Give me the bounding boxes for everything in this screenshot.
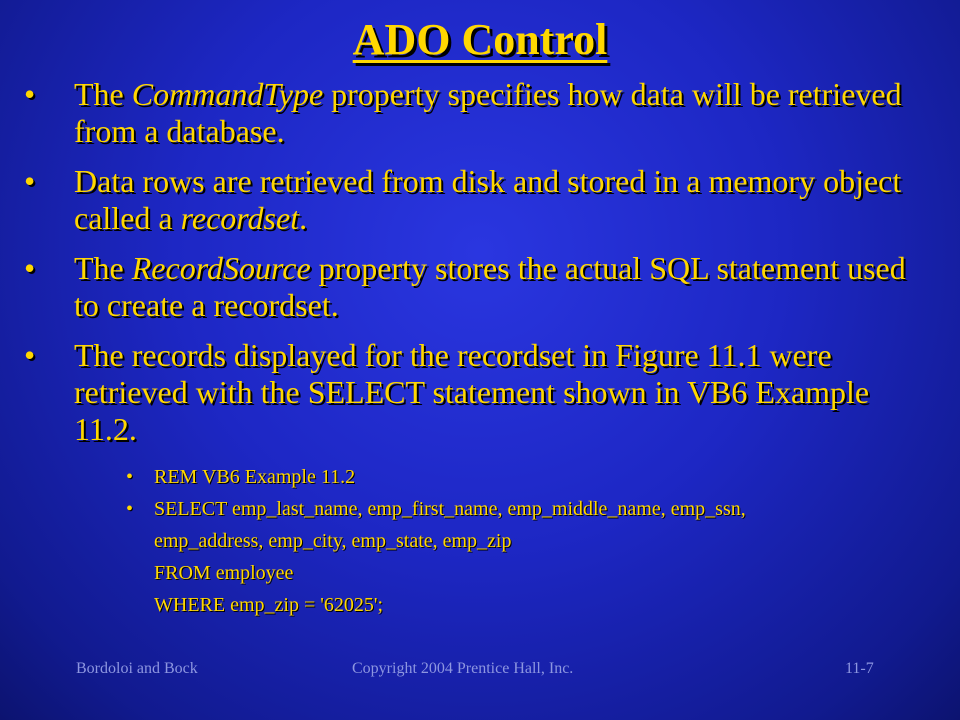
footer-page-number: 11-7 bbox=[845, 660, 874, 677]
sub-bullet-text: SELECT emp_last_name, emp_first_name, emp_middle_name, emp_ssn, bbox=[154, 498, 746, 520]
bullet-icon: • bbox=[24, 250, 36, 286]
slide-title: ADO Control bbox=[352, 15, 608, 64]
bullet-recordset bbox=[24, 163, 914, 237]
term-recordset: recordset bbox=[180, 200, 300, 236]
bullet-icon: • bbox=[24, 76, 36, 112]
bullet-icon: • bbox=[24, 163, 36, 199]
code-line: WHERE emp_zip = '62025'; bbox=[154, 594, 384, 616]
bullet-text: The CommandType property specifies how data will be retrieved from a database. bbox=[74, 76, 902, 149]
property-name: CommandType bbox=[131, 76, 324, 112]
bullet-select-statement bbox=[24, 337, 914, 448]
footer-authors: Bordoloi and Bock bbox=[76, 660, 198, 677]
code-line: FROM employee bbox=[154, 562, 294, 584]
bullet-text: The RecordSource property stores the actual SQL statement used to create a recordset. bbox=[74, 250, 906, 323]
code-line: emp_address, emp_city, emp_state, emp_zip bbox=[154, 530, 512, 552]
property-name: RecordSource bbox=[131, 250, 311, 286]
sub-bullet-text: REM VB6 Example 11.2 bbox=[154, 466, 356, 488]
bullet-icon: • bbox=[24, 337, 36, 373]
bullet-commandtype bbox=[24, 76, 914, 150]
sub-bullet-rem bbox=[126, 462, 914, 492]
bullet-recordsource bbox=[24, 250, 914, 324]
bullet-text: Data rows are retrieved from disk and stored in a memory object called a recordset. bbox=[74, 163, 902, 236]
sub-bullet-icon: • bbox=[126, 498, 134, 520]
sub-bullet-icon: • bbox=[126, 466, 134, 488]
bullet-text: The records displayed for the recordset in Figure 11.1 were retrieved with the SELECT statement shown in VB6 Example 11.2. bbox=[74, 337, 870, 447]
footer-copyright: Copyright 2004 Prentice Hall, Inc. bbox=[352, 660, 574, 677]
sub-bullet-select bbox=[126, 494, 914, 524]
